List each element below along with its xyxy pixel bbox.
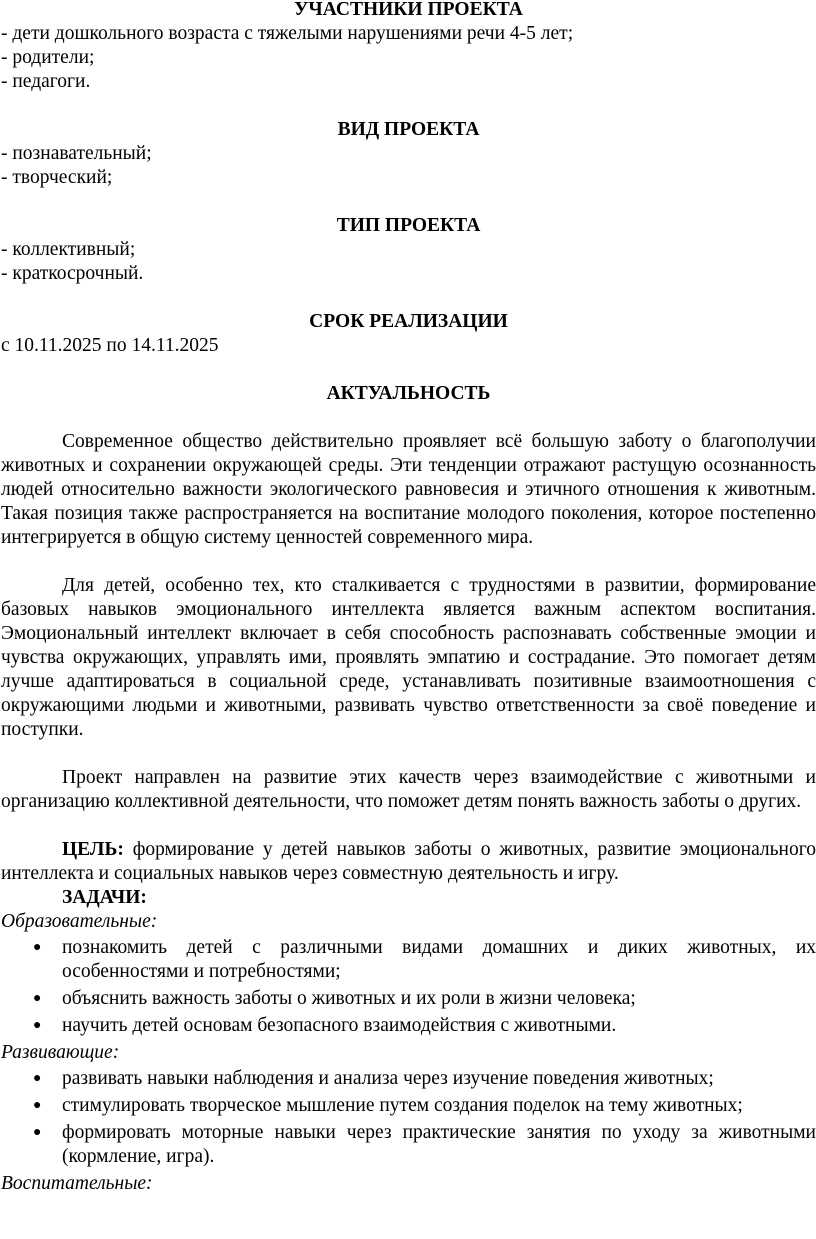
participants-heading: УЧАСТНИКИ ПРОЕКТА <box>294 0 523 20</box>
project-kind-heading: ВИД ПРОЕКТА <box>337 119 480 140</box>
educational-list <box>1 936 816 1038</box>
tasks-heading: ЗАДАЧИ: <box>62 887 147 908</box>
relevance-paragraph: Для детей, особенно тех, кто сталкивается с трудностями в развитии, формирование базовых навыков эмоционального интеллекта является важным аспектом воспитания. Эмоциональный интеллект включает в себя способность распознавать собственные эмоции и чувства окружающих, управлять ими, проявлять эмпатию и сострадание. Это помогает детям лучше адаптироваться в социальной среде, устанавливать позитивные взаимоотношения с окружающими людьми и животными, развивать чувство ответственности за своё поведение и поступки. <box>1 575 816 740</box>
goal-text: формирование у детей навыков заботы о животных, развитие эмоционального интеллекта и социальных навыков через совместную деятельность и игру. <box>1 839 816 884</box>
project-type-item: - краткосрочный. <box>1 263 144 284</box>
bullet-icon: ● <box>33 1125 42 1140</box>
participants-item: - дети дошкольного возраста с тяжелыми нарушениями речи 4-5 лет; <box>1 23 574 44</box>
bullet-icon: ● <box>33 991 42 1006</box>
participants-item: - родители; <box>1 47 95 68</box>
participants-item: - педагоги. <box>1 71 91 92</box>
term-heading: СРОК РЕАЛИЗАЦИИ <box>309 311 508 332</box>
relevance-paragraph: Современное общество действительно проявляет всё большую заботу о благополучии животных и сохранении окружающей среды. Эти тенденции отражают растущую осознанность людей относительно важности экологического равновесия и этичного отношения к животным. Такая позиция также распространяется на воспитание молодого поколения, которое постепенно интегрируется в общую систему ценностей современного мира. <box>1 431 816 548</box>
upbringing-subheading: Воспитательные: <box>1 1173 153 1194</box>
relevance-paragraph: Проект направлен на развитие этих качеств через взаимодействие с животными и организацию коллективной деятельности, что поможет детям понять важность заботы о других. <box>1 767 816 812</box>
bullet-icon: ● <box>33 1071 42 1086</box>
list-item: ● развивать навыки наблюдения и анализа через изучение поведения животных; <box>33 1068 714 1089</box>
list-item: ● познакомить детей с различными видами домашних и диких животных, их особенностями и потребностями; <box>33 937 816 982</box>
list-item: ● объяснить важность заботы о животных и их роли в жизни человека; <box>33 988 636 1009</box>
bullet-icon: ● <box>33 940 42 955</box>
goal-label: ЦЕЛЬ: <box>62 839 124 860</box>
developmental-subheading: Развивающие: <box>1 1042 120 1063</box>
project-kind-item: - познавательный; <box>1 143 152 164</box>
list-item: ● стимулировать творческое мышление путем создания поделок на тему животных; <box>33 1095 743 1116</box>
goal-paragraph <box>1 838 816 886</box>
list-item: ● научить детей основам безопасного взаимодействия с животными. <box>33 1015 617 1036</box>
educational-subheading: Образовательные: <box>1 911 158 932</box>
list-item: ● формировать моторные навыки через практические занятия по уходу за животными (кормление, игра). <box>33 1122 816 1167</box>
term-text: с 10.11.2025 по 14.11.2025 <box>1 335 219 356</box>
project-kind-item: - творческий; <box>1 167 113 188</box>
developmental-list <box>1 1067 816 1169</box>
relevance-heading: АКТУАЛЬНОСТЬ <box>326 383 491 404</box>
bullet-icon: ● <box>33 1098 42 1113</box>
bullet-icon: ● <box>33 1018 42 1033</box>
project-type-heading: ТИП ПРОЕКТА <box>336 215 481 236</box>
project-type-item: - коллективный; <box>1 239 136 260</box>
